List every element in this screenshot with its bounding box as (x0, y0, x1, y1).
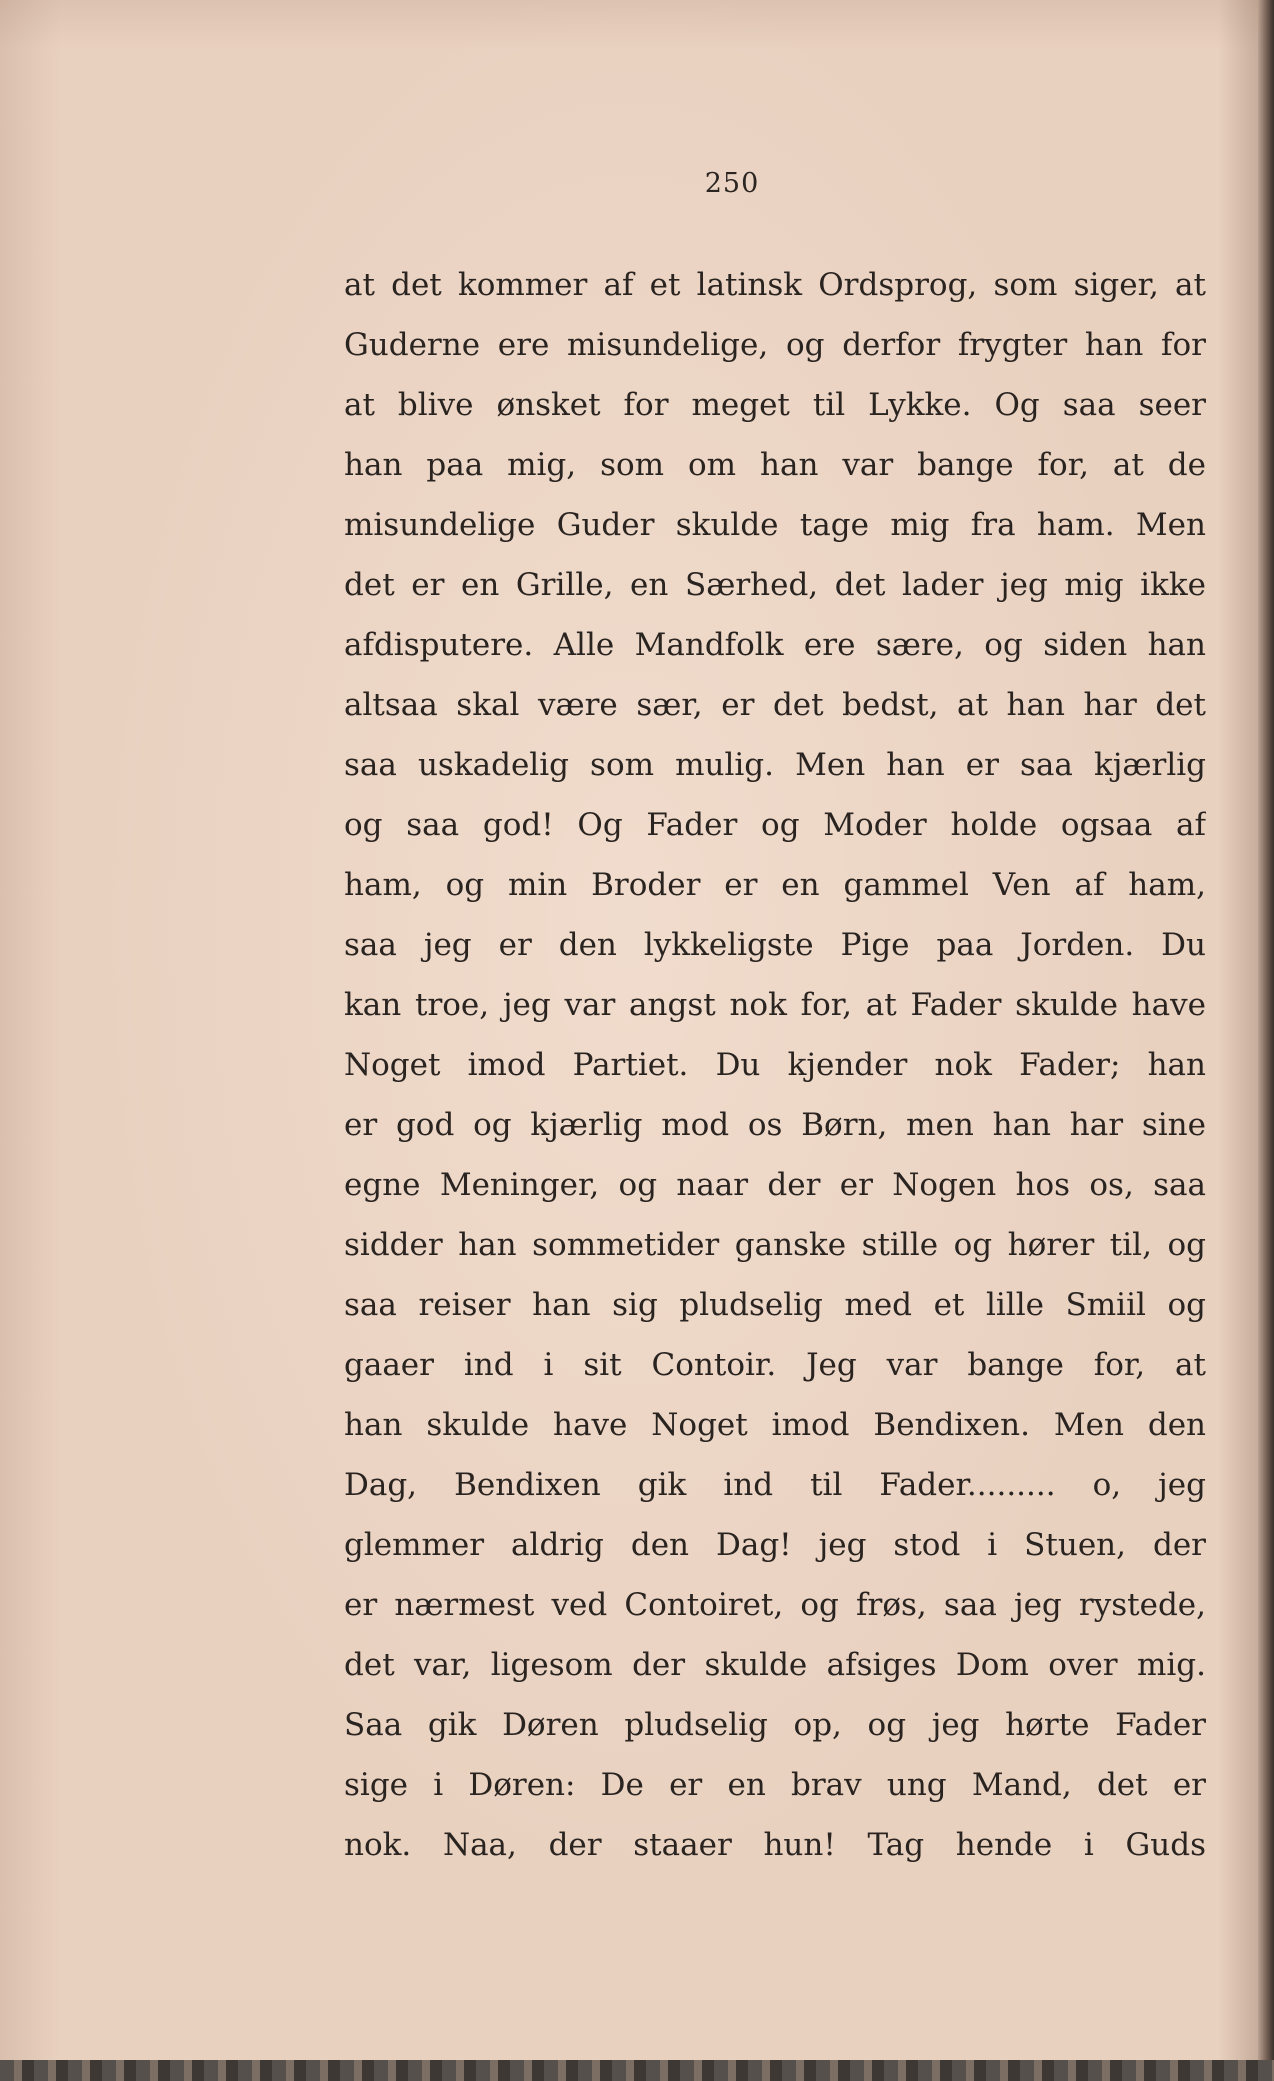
text-line: ham, og min Broder er en gammel Ven af ham, (344, 867, 1206, 903)
scan-border (0, 2060, 1274, 2081)
text-line: egne Meninger, og naar der er Nogen hos os, saa (344, 1167, 1206, 1203)
text-line: Noget imod Partiet. Du kjender nok Fader; han (344, 1047, 1206, 1083)
text-line: afdisputere. Alle Mandfolk ere sære, og siden han (344, 627, 1206, 663)
text-line: nok. Naa, der staaer hun! Tag hende i Guds (344, 1827, 1206, 1863)
text-line: han paa mig, som om han var bange for, at de (344, 447, 1206, 483)
text-line: er god og kjærlig mod os Børn, men han har sine (344, 1107, 1206, 1143)
text-line: at det kommer af et latinsk Ordsprog, som siger, at (344, 267, 1206, 303)
text-line: det var, ligesom der skulde afsiges Dom over mig. (344, 1647, 1206, 1683)
text-line: sige i Døren: De er en brav ung Mand, det er (344, 1767, 1206, 1803)
text-line: at blive ønsket for meget til Lykke. Og saa seer (344, 387, 1206, 423)
text-line: gaaer ind i sit Contoir. Jeg var bange for, at (344, 1347, 1206, 1383)
book-edge (1258, 0, 1274, 2081)
text-line: misundelige Guder skulde tage mig fra ham. Men (344, 507, 1206, 543)
text-line: saa uskadelig som mulig. Men han er saa kjærlig (344, 747, 1206, 783)
text-line: Saa gik Døren pludselig op, og jeg hørte Fader (344, 1707, 1206, 1743)
text-line: han skulde have Noget imod Bendixen. Men den (344, 1407, 1206, 1443)
text-line: er nærmest ved Contoiret, og frøs, saa jeg rystede, (344, 1587, 1206, 1623)
text-line: det er en Grille, en Særhed, det lader jeg mig ikke (344, 567, 1206, 603)
page-number: 250 (704, 168, 760, 199)
text-line: kan troe, jeg var angst nok for, at Fader skulde have (344, 987, 1206, 1023)
text-line: saa reiser han sig pludselig med et lille Smiil og (344, 1287, 1206, 1323)
text-line: altsaa skal være sær, er det bedst, at han har det (344, 687, 1206, 723)
text-line: sidder han sommetider ganske stille og hører til, og (344, 1227, 1206, 1263)
text-line: glemmer aldrig den Dag! jeg stod i Stuen, der (344, 1527, 1206, 1563)
body-text (344, 255, 1206, 1875)
text-line: saa jeg er den lykkeligste Pige paa Jorden. Du (344, 927, 1206, 963)
text-line: og saa god! Og Fader og Moder holde ogsaa af (344, 807, 1206, 843)
text-line: Guderne ere misundelige, og derfor frygter han for (344, 327, 1206, 363)
text-line: Dag, Bendixen gik ind til Fader......... o, jeg (344, 1467, 1206, 1503)
